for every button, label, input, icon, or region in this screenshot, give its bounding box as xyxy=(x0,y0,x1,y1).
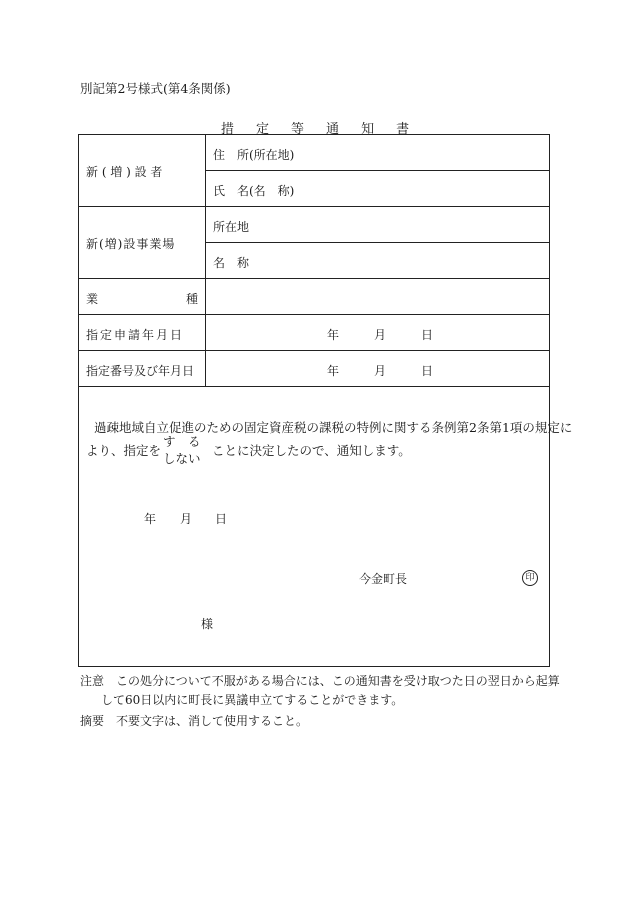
apply-day: 日 xyxy=(421,328,434,342)
industry-label xyxy=(86,290,198,307)
title-char: 通 xyxy=(326,122,340,137)
form-identifier: 別記第2号様式(第4条関係) xyxy=(80,81,231,96)
form-table xyxy=(78,134,550,667)
row-divider xyxy=(205,170,550,171)
notice-month: 月 xyxy=(180,512,193,526)
issuer: 今金町長 xyxy=(359,572,408,586)
applicant-label xyxy=(86,163,198,180)
caution-text-1: この処分について不服がある場合には、この通知書を受け取つた日の翌日から起算 xyxy=(116,674,560,688)
row-divider xyxy=(78,350,550,351)
row-divider xyxy=(78,386,550,387)
facility-name-label: 名 称 xyxy=(213,256,250,270)
number-day: 日 xyxy=(421,364,434,378)
notice-line-2-suffix: ことに決定したので、通知します。 xyxy=(212,443,411,458)
address-label: 住 所(所在地) xyxy=(213,148,295,162)
apply-month: 月 xyxy=(374,328,387,342)
column-divider xyxy=(205,134,206,386)
title-char: 知 xyxy=(361,122,375,137)
title-char: 定 xyxy=(256,122,270,137)
location-label: 所在地 xyxy=(213,220,250,234)
notice-year: 年 xyxy=(144,512,157,526)
option-do: す る xyxy=(163,434,201,449)
caution-label: 注意 xyxy=(80,674,105,688)
row-divider xyxy=(78,278,550,279)
row-divider xyxy=(205,242,550,243)
summary-text: 不要文字は、消して使用すること。 xyxy=(116,714,309,728)
row-divider xyxy=(78,314,550,315)
caution-text-2: して60日以内に町長に異議申立てすることができます。 xyxy=(101,693,404,707)
seal-mark: 印 xyxy=(522,570,538,586)
apply-date-label: 指定申請年月日 xyxy=(86,328,185,342)
option-dont: しない xyxy=(163,451,201,466)
title-char: 措 xyxy=(221,122,235,137)
addressee-suffix: 様 xyxy=(201,617,214,631)
number-date-label: 指定番号及び年月日 xyxy=(86,364,195,378)
number-year: 年 xyxy=(327,364,340,378)
row-divider xyxy=(78,206,550,207)
industry-label-a: 業 xyxy=(86,292,99,306)
notice-line-1: 過疎地域自立促進のための固定資産税の課税の特例に関する条例第2条第1項の規定に xyxy=(94,420,573,435)
title-char: 書 xyxy=(396,122,410,137)
title-char: 等 xyxy=(291,122,305,137)
summary-label: 摘要 xyxy=(80,714,105,728)
name-label: 氏 名(名 称) xyxy=(213,184,295,198)
applicant-label-text: 新 ( 増 ) 設 者 xyxy=(86,165,163,179)
facility-label: 新(増)設事業場 xyxy=(86,237,176,251)
number-month: 月 xyxy=(374,364,387,378)
apply-year: 年 xyxy=(327,328,340,342)
notice-line-2-prefix: より、指定を xyxy=(86,443,162,458)
notice-day: 日 xyxy=(215,512,228,526)
industry-label-b: 種 xyxy=(185,292,198,306)
